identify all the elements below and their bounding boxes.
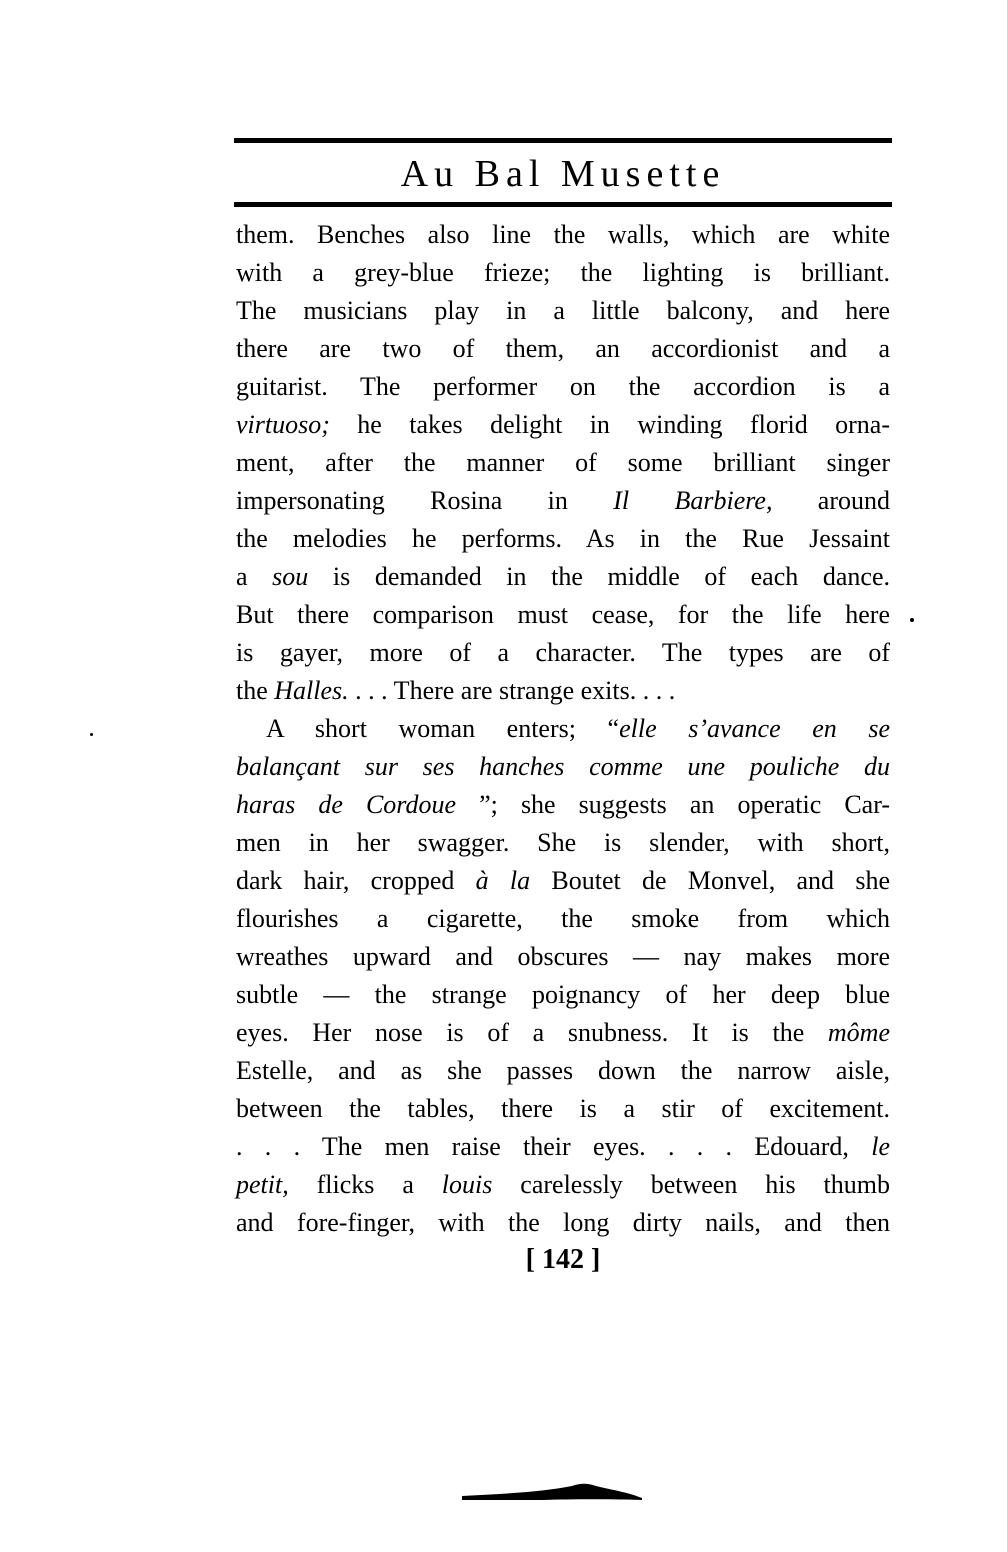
text-line <box>236 900 890 938</box>
italic-text: Halles. <box>274 676 349 705</box>
header-rule-bottom <box>234 202 892 207</box>
text-segment: is gayer, more of a character. The types are of <box>236 638 890 667</box>
text-segment: subtle — the strange poignancy of her deep blue <box>236 980 890 1009</box>
text-line <box>236 596 890 634</box>
italic-text: sou <box>272 562 309 591</box>
text-segment: with a grey-blue frieze; the lighting is brilliant. <box>236 258 890 287</box>
text-segment: them. Benches also line the walls, which are white <box>236 220 890 249</box>
italic-text: le <box>871 1132 890 1161</box>
text-line <box>236 368 890 406</box>
text-segment: ment, after the manner of some brilliant singer <box>236 448 890 477</box>
text-segment: carelessly between his thumb <box>492 1170 890 1199</box>
text-segment: around <box>772 486 891 515</box>
text-segment: Estelle, and as she passes down the narrow aisle, <box>236 1056 890 1085</box>
text-line <box>236 292 890 330</box>
italic-text: Il Barbiere, <box>613 486 773 515</box>
text-segment: . . . There are strange exits. . . . <box>348 676 676 705</box>
text-line <box>236 824 890 862</box>
text-segment: and fore-finger, with the long dirty nails, and then <box>236 1208 890 1237</box>
text-line <box>236 1204 890 1242</box>
text-segment: men in her swagger. She is slender, with short, <box>236 828 890 857</box>
text-line <box>236 710 890 748</box>
margin-speck <box>910 618 914 622</box>
text-segment: . . . The men raise their eyes. . . . Edouard, <box>236 1132 872 1161</box>
text-line <box>236 786 890 824</box>
text-segment: dark hair, cropped <box>236 866 476 895</box>
italic-text: louis <box>441 1170 493 1199</box>
text-line <box>236 976 890 1014</box>
text-segment: But there comparison must cease, for the life here <box>236 600 890 629</box>
text-segment: is demanded in the middle of each dance. <box>308 562 890 591</box>
text-line <box>236 482 890 520</box>
italic-text: môme <box>827 1018 890 1047</box>
tailpiece-ornament <box>462 1482 642 1504</box>
italic-text: elle s’avance en se <box>619 714 890 743</box>
text-line <box>236 330 890 368</box>
text-segment: impersonating Rosina in <box>236 486 614 515</box>
text-segment: there are two of them, an accordionist and a <box>236 334 890 363</box>
text-line <box>236 1166 890 1204</box>
text-segment: A short woman enters; “ <box>266 714 620 743</box>
body-text <box>236 216 890 1242</box>
text-line <box>236 558 890 596</box>
text-segment: eyes. Her nose is of a snubness. It is the <box>236 1018 828 1047</box>
page-number: [ 142 ] <box>525 1244 601 1275</box>
text-segment: between the tables, there is a stir of excitement. <box>236 1094 890 1123</box>
text-line <box>236 216 890 254</box>
text-line <box>236 634 890 672</box>
text-segment: guitarist. The performer on the accordion is a <box>236 372 890 401</box>
italic-text: haras de Cordoue <box>236 790 456 819</box>
text-line <box>236 444 890 482</box>
running-head: Au Bal Musette <box>400 153 726 195</box>
text-segment: The musicians play in a little balcony, and here <box>236 296 890 325</box>
header-rule-top <box>234 138 892 143</box>
text-segment: wreathes upward and obscures — nay makes more <box>236 942 890 971</box>
text-line <box>236 1128 890 1166</box>
margin-speck <box>90 733 93 736</box>
text-segment: Boutet de Monvel, and she <box>530 866 890 895</box>
italic-text: virtuoso; <box>236 410 330 439</box>
text-line <box>236 1014 890 1052</box>
text-line <box>236 672 890 710</box>
text-segment: the <box>236 676 275 705</box>
text-line <box>236 938 890 976</box>
text-segment: flicks a <box>288 1170 442 1199</box>
text-line <box>236 862 890 900</box>
text-line <box>236 406 890 444</box>
text-line <box>236 1052 890 1090</box>
italic-text: balançant sur ses hanches comme une pouliche du <box>236 752 890 781</box>
text-line <box>236 748 890 786</box>
text-line <box>236 520 890 558</box>
text-segment: flourishes a cigarette, the smoke from which <box>236 904 890 933</box>
text-segment: he takes delight in winding florid orna- <box>329 410 890 439</box>
text-line <box>236 254 890 292</box>
italic-text: petit, <box>236 1170 289 1199</box>
text-segment: ”; she suggests an operatic Car- <box>456 790 891 819</box>
text-line <box>236 1090 890 1128</box>
text-segment: a <box>236 562 273 591</box>
text-segment: the melodies he performs. As in the Rue Jessaint <box>236 524 890 553</box>
italic-text: à la <box>475 866 531 895</box>
